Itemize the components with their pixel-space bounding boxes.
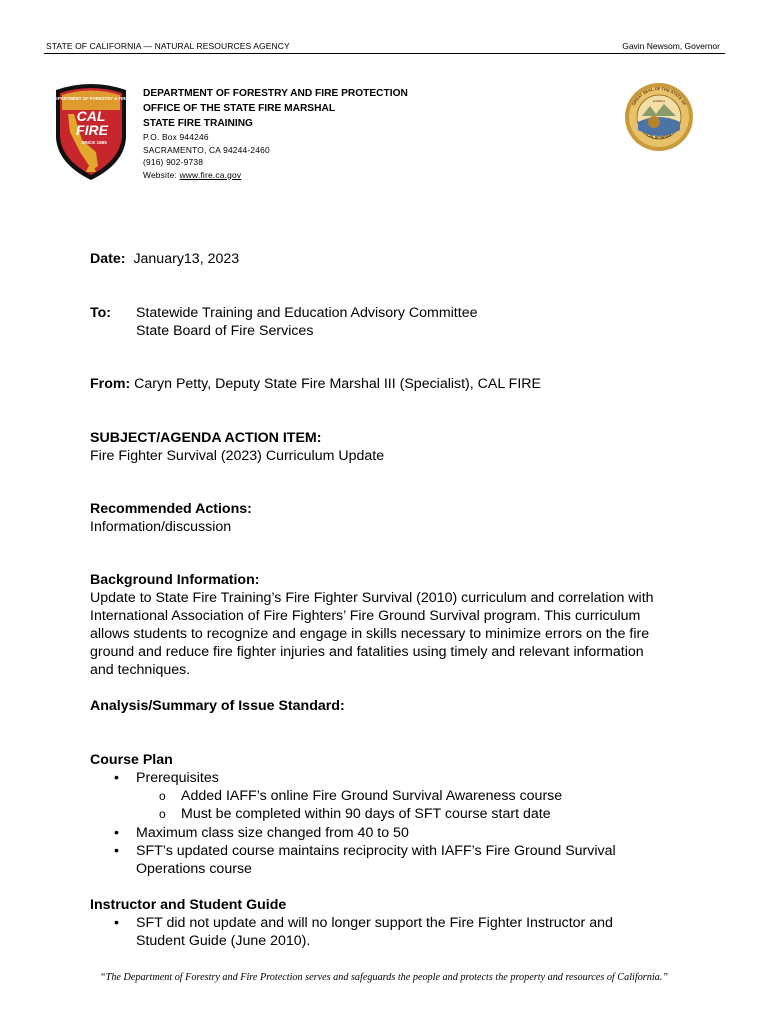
- logo-since: SINCE 1885: [81, 140, 107, 145]
- governor-name: Gavin Newsom, Governor: [622, 41, 720, 51]
- from-value: Caryn Petty, Deputy State Fire Marshal III (Specialist), CAL FIRE: [134, 376, 541, 392]
- background-line: Update to State Fire Training’s Fire Fighter Survival (2010) curriculum and correlation with: [90, 590, 654, 606]
- background-line: and techniques.: [90, 662, 191, 678]
- bullet-icon: •: [114, 843, 119, 859]
- course-plan-heading: Course Plan: [90, 752, 173, 768]
- to-recipient-2: State Board of Fire Services: [136, 323, 314, 339]
- actions-text: Information/discussion: [90, 519, 232, 535]
- to-label: To:: [90, 305, 112, 321]
- website-link[interactable]: www.fire.ca.gov: [179, 169, 242, 180]
- seal-motto: EUREKA: [652, 99, 666, 103]
- logo-top-text: CALIFORNIA DEPARTMENT OF FORESTRY & FIRE PROTECTION: [24, 96, 158, 101]
- seal-top-text: GREAT SEAL OF THE STATE OF: [630, 85, 688, 107]
- background-line: International Association of Fire Fighters’ Fire Ground Survival program. This curriculum: [90, 608, 641, 624]
- bullet-icon: •: [114, 915, 119, 931]
- date-value: January13, 2023: [133, 251, 240, 267]
- sub-bullet-icon: o: [159, 807, 166, 821]
- bullet-icon: •: [114, 770, 119, 786]
- list-item: Prerequisites: [136, 770, 219, 786]
- list-item-continuation: Student Guide (June 2010).: [136, 933, 311, 949]
- header-rule: [44, 53, 725, 54]
- subject-text: Fire Fighter Survival (2023) Curriculum Update: [90, 448, 385, 464]
- website-label: Website:: [143, 169, 178, 180]
- actions-heading: Recommended Actions:: [90, 501, 252, 517]
- list-item: Added IAFF’s online Fire Ground Survival Awareness course: [181, 788, 563, 804]
- letterhead-program: STATE FIRE TRAINING: [143, 118, 253, 129]
- logo-cal: CAL: [76, 108, 106, 124]
- seal-bottom-text: CALIFORNIA: [645, 131, 673, 141]
- list-item: Maximum class size changed from 40 to 50: [136, 825, 409, 841]
- letterhead-office: OFFICE OF THE STATE FIRE MARSHAL: [143, 103, 336, 114]
- bullet-icon: •: [114, 825, 119, 841]
- list-item: Must be completed within 90 days of SFT course start date: [181, 806, 551, 822]
- logo-fire: FIRE: [76, 122, 108, 138]
- to-recipient-1: Statewide Training and Education Advisory Committee: [136, 305, 478, 321]
- california-state-seal: [624, 82, 694, 152]
- letterhead-website-line: [143, 169, 408, 182]
- sub-bullet-icon: o: [159, 789, 166, 803]
- list-item-continuation: Operations course: [136, 861, 252, 877]
- cal-fire-logo: [24, 80, 158, 182]
- background-line: ground and reduce fire fighter injuries and fatalities using timely and relevant information: [90, 644, 644, 660]
- footer-quote: “The Department of Forestry and Fire Protection serves and safeguards the people and protects the property and resources of California.”: [100, 972, 668, 983]
- letterhead-city: SACRAMENTO, CA 94244-2460: [143, 144, 270, 155]
- date-label: Date:: [90, 251, 126, 267]
- background-line: allows students to recognize and engage in skills necessary to minimize errors on the fire: [90, 626, 650, 642]
- agency-header: STATE OF CALIFORNIA — NATURAL RESOURCES AGENCY: [46, 41, 290, 51]
- date-line: [90, 250, 239, 268]
- background-heading: Background Information:: [90, 572, 260, 588]
- background-paragraph: [90, 589, 690, 679]
- list-item: SFT’s updated course maintains reciprocity with IAFF’s Fire Ground Survival: [136, 843, 616, 859]
- from-label: From:: [90, 376, 131, 392]
- analysis-heading: Analysis/Summary of Issue Standard:: [90, 698, 345, 714]
- letterhead: [143, 86, 408, 181]
- list-item: SFT did not update and will no longer support the Fire Fighter Instructor and: [136, 915, 613, 931]
- letterhead-dept: DEPARTMENT OF FORESTRY AND FIRE PROTECTION: [143, 88, 408, 99]
- guide-heading: Instructor and Student Guide: [90, 897, 287, 913]
- subject-heading: SUBJECT/AGENDA ACTION ITEM:: [90, 430, 322, 446]
- letterhead-phone: (916) 902-9738: [143, 157, 204, 167]
- letterhead-po-box: P.O. Box 944246: [143, 132, 209, 142]
- from-line: [90, 375, 541, 393]
